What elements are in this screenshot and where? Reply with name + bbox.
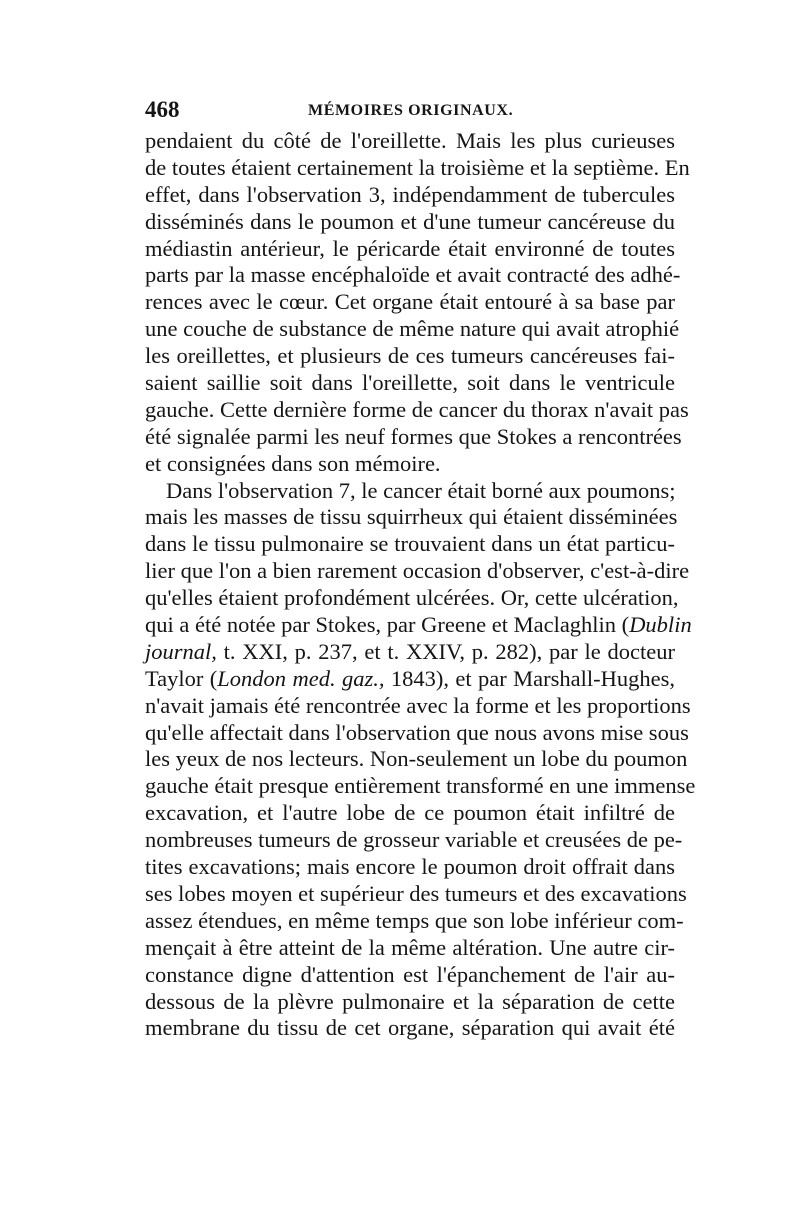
text-line: excavation, et l'autre lobe de ce poumon était infiltré de [145,800,675,826]
text-line: une couche de substance de même nature qui avait atrophié [145,316,680,342]
text-line: et consignées dans son mémoire. [145,450,441,476]
text-run: qui a été notée par Stokes, par Greene et Maclaghlin ( [145,612,630,638]
journal-title: journal, [145,638,217,664]
text-line: nombreuses tumeurs de grosseur variable et creusées de pe- [145,827,683,853]
text-line: saient saillie soit dans l'oreillette, soit dans le ventricule [145,370,675,396]
text-line: assez étendues, en même temps que son lobe inférieur com- [145,907,684,933]
text-line: dans le tissu pulmonaire se trouvaient dans un état particu- [145,531,675,557]
page-number: 468 [145,97,180,122]
text-line: les oreillettes, et plusieurs de ces tumeurs cancéreuses fai- [145,343,675,369]
text-line [145,666,675,693]
text-line: de toutes étaient certainement la troisième et la septième. En [145,154,690,180]
text-line: pendaient du côté de l'oreillette. Mais les plus curieuses [145,128,675,153]
text-line: les yeux de nos lecteurs. Non-seulement un lobe du poumon [145,746,688,772]
text-line: effet, dans l'observation 3, indépendamment de tubercules [145,181,675,207]
text-line: disséminés dans le poumon et d'une tumeur cancéreuse du [145,208,675,234]
text-line: Dans l'observation 7, le cancer était borné aux poumons; [166,477,676,503]
text-line [145,612,692,639]
text-line: constance digne d'attention est l'épanchement de l'air au- [145,961,675,987]
text-line: qu'elle affectait dans l'observation que nous avons mise sous [145,719,689,745]
running-title: MÉMOIRES ORIGINAUX. [308,102,514,119]
running-header [145,96,680,126]
text-run: Taylor ( [145,665,218,691]
text-run: t. XXI, p. 237, et t. XXIV, p. 282), par le docteur [216,638,675,664]
text-line: gauche était presque entièrement transformé en une immense [145,773,696,799]
text-line [145,639,675,666]
text-line: mais les masses de tissu squirrheux qui étaient disséminées [145,504,678,530]
text-line: qu'elles étaient profondément ulcérées. Or, cette ulcération, [145,585,679,611]
text-line: n'avait jamais été rencontrée avec la forme et les proportions [145,692,691,718]
text-line: mençait à être atteint de la même altération. Une autre cir- [145,934,675,960]
text-line: lier que l'on a bien rarement occasion d'observer, c'est-à-dire [145,558,690,584]
journal-title: Dublin [629,612,692,638]
text-line: médiastin antérieur, le péricarde était environné de toutes [145,235,675,261]
journal-title: London med. gaz., [217,665,385,691]
text-line: gauche. Cette dernière forme de cancer du thorax n'avait pas [145,396,689,422]
text-line: dessous de la plèvre pulmonaire et la séparation de cette [145,988,675,1014]
text-line: membrane du tissu de cet organe, séparation qui avait été [145,1015,675,1041]
text-run: 1843), et par Marshall-Hughes, [384,665,675,691]
text-line: parts par la masse encéphaloïde et avait contracté des adhé- [145,262,681,288]
text-line: ses lobes moyen et supérieur des tumeurs et des excavations [145,880,687,906]
text-line: été signalée parmi les neuf formes que Stokes a rencontrées [145,423,682,449]
text-line: rences avec le cœur. Cet organe était entouré à sa base par [145,289,675,315]
text-line: tites excavations; mais encore le poumon droit offrait dans [145,854,675,880]
body-text [145,128,696,1042]
